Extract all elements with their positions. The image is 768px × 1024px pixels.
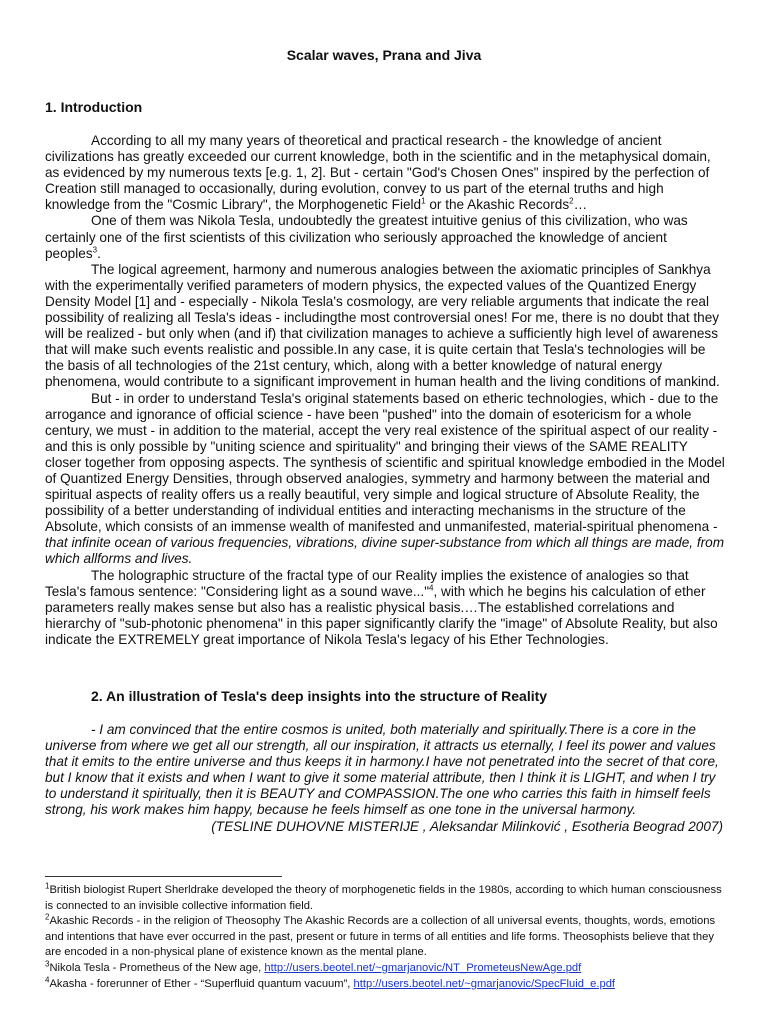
footnote-ref-4[interactable]: 4 bbox=[429, 583, 434, 593]
paragraph-1: According to all my many years of theoretical and practical research - the knowledge of ancient civilizations has greatly exceeded our current knowledge, both in the scientific and in the metaphysical domain, as evidenced by my numerous texts [e.g. 1, 2]. But - certain "God's Chosen Ones" inspired by the perfection of Creation still managed to occasionally, during evolution, convey to us part of the eternal truths and high knowledge from the "Cosmic Library", the Morphogenetic Field$^1$ or the Akashic Records$^2$… bbox=[45, 133, 711, 213]
paragraph-4-italic: that infinite ocean of various frequencies, vibrations, divine super-substance from which all things are made, from which allforms and lives. bbox=[45, 535, 725, 567]
footnote-ref-3[interactable]: 3 bbox=[92, 245, 98, 255]
tesla-quote: - I am convinced that the entire cosmos is united, both materially and spiritually.There is a core in the universe from where we get all our strength, all our inspiration, it attracts us eternally, I feel its power and values that it emits to the entire universe and thus keeps it in harmony.I have not penetrated into the secret of that core, but I know that it exists and when I want to give it some material attribute, then I think it is LIGHT, and when I try to understand it spiritually, then it is BEAUTY and COMPASSION.The one who carries this faith in himself feels strong, his work makes him happy, because he feels himself as one tone in the universal harmony. bbox=[45, 722, 719, 818]
footnote-2: $^2$Akashic Records - in the religion of Theosophy The Akashic Records are a collection of all universal events, thoughts, words, emotions and intentions that have ever occurred in the past, present or future in terms of all entities and life forms. Theosophists believe that they are encoded in a non-physical plane of existence known as the mental plane. bbox=[45, 912, 716, 959]
section-heading-introduction: 1. Introduction bbox=[45, 99, 143, 115]
footnote-3: $^3$Nikola Tesla - Prometheus of the New age, http://users.beotel.net/~gmarjanovic/NT_PrometeusNewAge.pdf bbox=[45, 959, 582, 974]
paragraph-3: The logical agreement, harmony and numerous analogies between the axiomatic principles of Sankhya with the experimentally verified parameters of modern physics, the expected values of the Quantized Energy Density Model [1] and - especially - Nikola Tesla's cosmology, are very reliable arguments that indicate the real possibility of realizing all Tesla's ideas - includingthe most controversial ones! For me, there is no doubt that they will be realized - but only when (and if) that civilization manages to achieve a sufficiently high level of awareness that will make such events realistic and possible.In any case, it is quite certain that Tesla's technologies will be the basis of all technologies of the 21st century, which, along with a better knowledge of natural energy phenomena, would contribute to a significant improvement in human health and the living conditions of mankind. bbox=[45, 261, 720, 390]
footnote-ref-1[interactable]: 1 bbox=[421, 196, 426, 206]
paragraph-4: But - in order to understand Tesla's original statements based on etheric technologies, which - due to the arrogance and ignorance of official science - have been "pushed" into the domain of esotericism for a whole century, we must - in addition to the material, accept the very real existence of the spiritual aspect of our reality - and this is only possible by "uniting science and spirituality" and bringing their views of the SAME REALITY closer together from opposing aspects. The synthesis of scientific and spiritual knowledge embodied in the Model of Quantized Energy Densities, through observed analogies, symmetry and harmony between the material and spiritual aspects of reality offers us a really beautiful, very simple and logical structure of Absolute Reality, the possibility of a better understanding of individual entities and interacting mechanisms in the structure of the Absolute, which consists of an immense wealth of manifested and unmanifested, material-spiritual phenomena - that infinite ocean of various frequencies, vibrations, divine super-substance from which all things are made, from which allforms and lives. bbox=[45, 390, 725, 567]
footnote-4: $^4$Akasha - forerunner of Ether - “Superfluid quantum vacuum”, http://users.beotel.net/~gmarjanovic/SpecFluid_e.pdf bbox=[45, 974, 616, 990]
footnotes bbox=[45, 883, 725, 992]
footnote-4-link[interactable]: http://users.beotel.net/~gmarjanovic/SpecFluid_e.pdf bbox=[353, 977, 616, 990]
quote-citation: (TESLINE DUHOVNE MISTERIJE , Aleksandar Milinković , Esotheria Beograd 2007) bbox=[211, 818, 723, 834]
tesla-quote-block bbox=[45, 722, 725, 835]
section-heading-tesla-insights: 2. An illustration of Tesla's deep insights into the structure of Reality bbox=[91, 688, 548, 704]
paragraph-2: One of them was Nikola Tesla, undoubtedly the greatest intuitive genius of this civilization, who was certainly one of the first scientists of this civilization who seriously approached the knowledge of ancient peoples$^3$. bbox=[45, 213, 688, 261]
footnote-ref-2[interactable]: 2 bbox=[569, 196, 574, 206]
introduction-body bbox=[45, 133, 725, 648]
paragraph-5: The holographic structure of the fractal type of our Reality implies the existence of analogies so that Tesla's famous sentence: "Considering light as a sound wave..."$^4$, with which he begins his calculation of ether parameters really makes sense but also has a realistic physical basis.…The established correlations and hierarchy of "sub-photonic phenomena" in this paper significantly clarify the "image" of Absolute Reality, but also indicate the EXTREMELY great importance of Nikola Tesla's legacy of his Ether Technologies. bbox=[45, 567, 718, 647]
footnote-3-link[interactable]: http://users.beotel.net/~gmarjanovic/NT_PrometeusNewAge.pdf bbox=[264, 961, 582, 974]
footnote-divider bbox=[45, 876, 282, 877]
document-title: Scalar waves, Prana and Jiva bbox=[286, 47, 482, 63]
footnote-1: $^1$British biologist Rupert Sherldrake developed the theory of morphogenetic fields in the 1980s, according to which human consciousness is connected to an invisible collective information field. bbox=[45, 881, 722, 912]
